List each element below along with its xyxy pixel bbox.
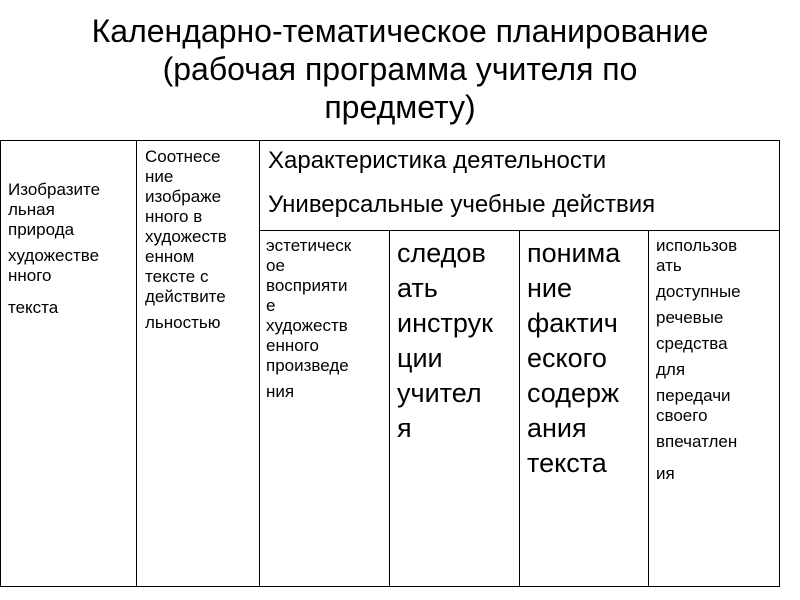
col1-divider <box>136 140 137 586</box>
cell-text-line: своего <box>656 406 708 425</box>
col2-divider <box>259 140 260 586</box>
cell-text-line: ние <box>527 273 573 303</box>
cell-text-line: текста <box>527 448 607 478</box>
cell-text-line: учител <box>397 378 482 408</box>
cell-text-line: передачи <box>656 386 731 405</box>
table-right-border <box>779 140 780 586</box>
cell-text-line: инструк <box>397 308 493 338</box>
cell-text-line: нного в <box>145 207 203 226</box>
cell-text-line: ния <box>266 382 295 401</box>
table-left-border <box>0 140 1 586</box>
cell-text-line: использов <box>656 236 738 255</box>
cell-text-line: изображе <box>145 187 222 206</box>
activity-header <box>268 146 778 220</box>
cell-text-line: льностью <box>145 313 221 332</box>
title-line-2: (рабочая программа учителя по <box>162 51 638 87</box>
cell-text-line: енного <box>266 336 319 355</box>
cell-text-line: восприяти <box>266 276 348 295</box>
cell-text-line: следов <box>397 238 486 268</box>
cell-text-line: е <box>266 296 276 315</box>
header-line-2: Универсальные учебные действия <box>268 191 656 218</box>
cell-text-line: Соотнесе <box>145 147 221 166</box>
sub1-divider <box>389 230 390 586</box>
cell-text-line: ия <box>656 464 675 483</box>
cell-text-line: ать <box>397 273 438 303</box>
cell-text-line: ать <box>656 256 682 275</box>
cell-text-line: енном <box>145 247 195 266</box>
cell-aesthetic-perception <box>266 236 388 402</box>
cell-text-line: ания <box>527 413 587 443</box>
cell-follow-instructions <box>397 236 518 446</box>
header-line-1: Характеристика деятельности <box>268 147 607 174</box>
cell-text-line: художеств <box>145 227 227 246</box>
cell-text-line: ции <box>397 343 443 373</box>
cell-text-line: содерж <box>527 378 620 408</box>
cell-text-line: понима <box>527 238 621 268</box>
cell-text-line: тексте с <box>145 267 209 286</box>
cell-text-line: фактич <box>527 308 618 338</box>
cell-text-line: впечатлен <box>656 432 738 451</box>
cell-text-line: доступные <box>656 282 741 301</box>
cell-image-of-nature <box>8 180 134 318</box>
cell-correlation <box>145 147 258 333</box>
cell-speech-means <box>656 236 778 484</box>
table-top-border <box>0 140 780 141</box>
cell-text-line: природа <box>8 220 75 239</box>
cell-text-line: ое <box>266 256 285 275</box>
title-line-1: Календарно-тематическое планирование <box>91 13 709 49</box>
cell-text-line: речевые <box>656 308 724 327</box>
cell-text-line: еского <box>527 343 607 373</box>
cell-understanding-text <box>527 236 647 481</box>
cell-text-line: средства <box>656 334 728 353</box>
cell-text-line: Изобразите <box>8 180 101 199</box>
cell-text-line: для <box>656 360 686 379</box>
cell-text-line: я <box>397 413 412 443</box>
sub3-divider <box>648 230 649 586</box>
cell-text-line: художестве <box>8 246 100 265</box>
cell-text-line: произведе <box>266 356 349 375</box>
cell-text-line: действите <box>145 287 226 306</box>
cell-text-line: эстетическ <box>266 236 352 255</box>
cell-text-line: ние <box>145 167 174 186</box>
table-bottom-border <box>0 586 780 587</box>
cell-text-line: художеств <box>266 316 348 335</box>
cell-text-line: текста <box>8 298 59 317</box>
cell-text-line: льная <box>8 200 55 219</box>
cell-text-line: нного <box>8 266 52 285</box>
title-line-3: предмету) <box>324 89 476 125</box>
sub2-divider <box>519 230 520 586</box>
